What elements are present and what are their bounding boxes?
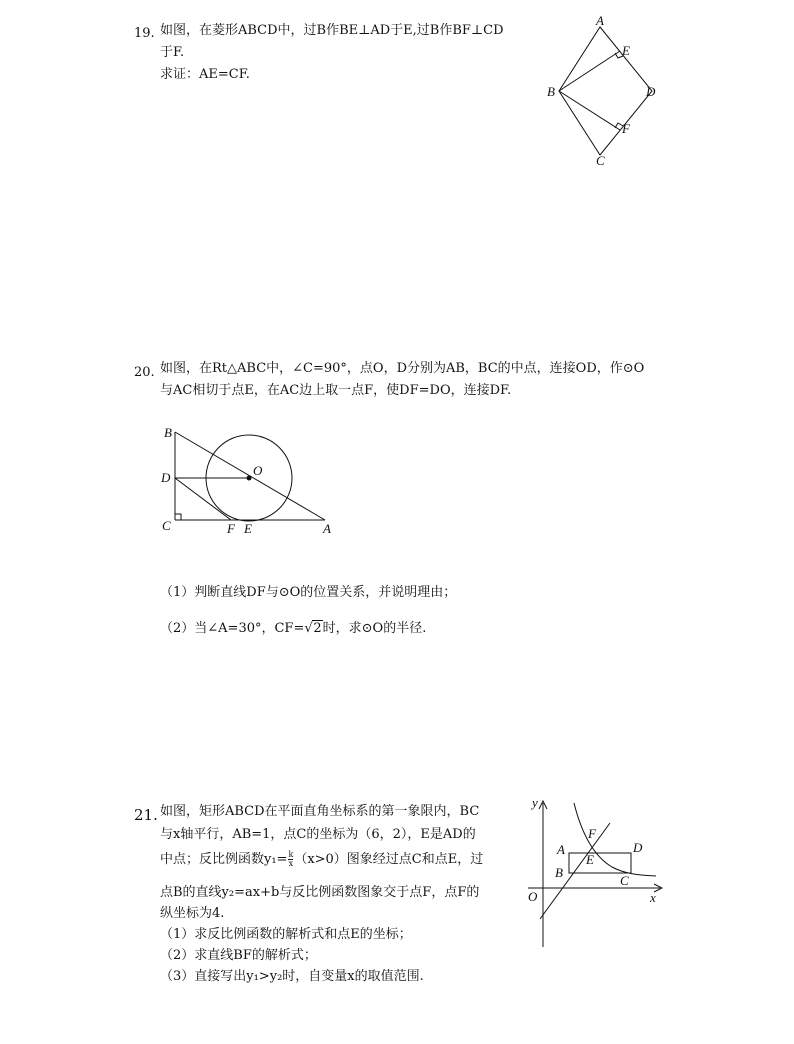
q20-label-e: E <box>244 521 252 536</box>
q19-label-d: D <box>646 84 656 99</box>
q19-label-b: B <box>547 84 555 99</box>
q20-triangle-figure <box>150 420 350 545</box>
q20-number: 20. <box>134 365 155 380</box>
q21-coordinate-figure <box>520 795 670 950</box>
q19-text-line3: 求证：AE=CF. <box>160 67 250 82</box>
q21-label-f: F <box>588 826 596 841</box>
q19-label-c: C <box>596 153 605 168</box>
q21-label-y: y <box>532 795 538 810</box>
q21-text-line4: 点B的直线y₂=ax+b与反比例函数图象交于点F，点F的 <box>160 885 480 900</box>
q20-part2-text-a: （2）当∠A=30°，CF= <box>160 621 305 636</box>
q20-sqrt-sign-icon: √ <box>304 621 313 636</box>
q21-label-x: x <box>650 890 656 905</box>
q20-label-b: B <box>164 425 172 440</box>
q21-line3-text-a: 中点；反比例函数y₁= <box>160 852 288 867</box>
q20-label-c: C <box>162 518 171 533</box>
q20-part2 <box>160 620 426 638</box>
q20-label-d: D <box>161 470 171 485</box>
q19-rhombus-figure <box>540 15 670 175</box>
q20-label-o: O <box>253 463 263 478</box>
q19-text-line2: 于F. <box>160 45 185 60</box>
q21-part3: （3）直接写出y₁>y₂时，自变量x的取值范围. <box>160 969 424 984</box>
q20-part2-text-b: 时，求⊙O的半径. <box>322 621 427 636</box>
q21-line3-text-b: （x>0）图象经过点C和点E，过 <box>294 852 484 867</box>
q21-text-line2: 与x轴平行，AB=1，点C的坐标为（6，2），E是AD的 <box>160 827 476 842</box>
q21-fraction-num: k <box>288 850 294 859</box>
q21-fraction <box>288 851 293 868</box>
q19-text-line1: 如图，在菱形ABCD中，过B作BE⊥AD于E,过B作BF⊥CD <box>160 23 504 38</box>
q20-part1: （1）判断直线DF与⊙O的位置关系，并说明理由； <box>160 585 457 600</box>
q21-label-e: E <box>586 852 594 867</box>
q21-part1: （1）求反比例函数的解析式和点E的坐标； <box>160 927 412 942</box>
q20-text-line1: 如图，在Rt△ABC中，∠C=90°，点O，D分别为AB，BC的中点，连接OD，作⊙O <box>160 361 645 376</box>
q21-text-line1: 如图，矩形ABCD在平面直角坐标系的第一象限内，BC <box>160 804 480 819</box>
q20-label-a: A <box>323 521 331 536</box>
q20-sqrt <box>304 620 322 638</box>
q21-label-a: A <box>557 842 565 857</box>
q20-sqrt-radicand: 2 <box>313 621 322 636</box>
q21-label-o: O <box>528 889 538 904</box>
q21-text-line5: 纵坐标为4. <box>160 906 225 921</box>
q21-label-c: C <box>620 873 629 888</box>
q21-number: 21. <box>134 806 158 824</box>
q20-text-line2: 与AC相切于点E，在AC边上取一点F，使DF=DO，连接DF. <box>160 383 512 398</box>
q19-number: 19. <box>134 26 155 41</box>
q19-label-a: A <box>596 13 604 28</box>
q21-part2: （2）求直线BF的解析式； <box>160 948 317 963</box>
q21-label-d: D <box>633 840 643 855</box>
q19-label-f: F <box>622 121 630 136</box>
q19-label-e: E <box>622 43 630 58</box>
q21-fraction-den: x <box>288 859 294 868</box>
q21-text-line3 <box>160 851 483 869</box>
q21-label-b: B <box>555 865 563 880</box>
q20-label-f: F <box>227 521 235 536</box>
